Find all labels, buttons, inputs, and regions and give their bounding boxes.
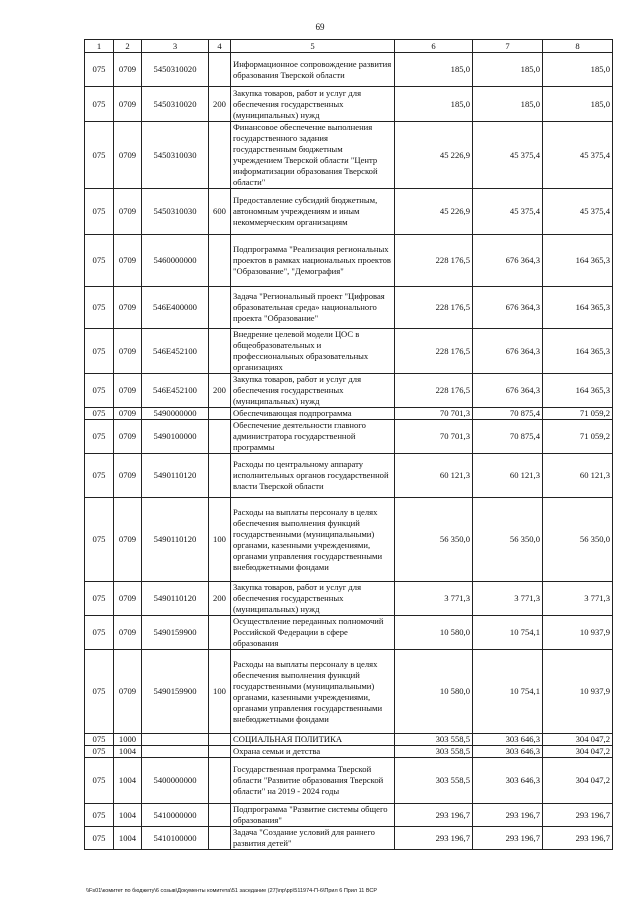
table-cell-c2: 0709 bbox=[114, 454, 142, 498]
table-cell-c1: 075 bbox=[85, 122, 114, 189]
table-cell-v8: 164 365,3 bbox=[543, 287, 613, 329]
table-cell-v8: 185,0 bbox=[543, 53, 613, 87]
table-cell-c2: 1000 bbox=[114, 734, 142, 746]
table-cell-c2: 0709 bbox=[114, 498, 142, 582]
table-cell-v8: 56 350,0 bbox=[543, 498, 613, 582]
table-cell-c3: 5450310030 bbox=[142, 189, 209, 235]
table-cell-c2: 1004 bbox=[114, 804, 142, 827]
table-cell-desc: Подпрограмма "Реализация региональных проектов в рамках национальных проектов "Образование", "Демография" bbox=[231, 235, 395, 287]
table-cell-v6: 303 558,5 bbox=[395, 734, 473, 746]
table-cell-c4: 600 bbox=[209, 189, 231, 235]
table-cell-c1: 075 bbox=[85, 616, 114, 650]
table-cell-c1: 075 bbox=[85, 758, 114, 804]
table-cell-c3: 5450310030 bbox=[142, 122, 209, 189]
table-cell-c3: 5490000000 bbox=[142, 408, 209, 420]
table-cell-c4 bbox=[209, 616, 231, 650]
table-cell-desc: СОЦИАЛЬНАЯ ПОЛИТИКА bbox=[231, 734, 395, 746]
table-cell-c2: 1004 bbox=[114, 827, 142, 850]
column-header: 2 bbox=[114, 40, 142, 53]
table-cell-v6: 293 196,7 bbox=[395, 827, 473, 850]
table-cell-v7: 45 375,4 bbox=[473, 189, 543, 235]
table-cell-v7: 70 875,4 bbox=[473, 408, 543, 420]
table-cell-v6: 228 176,5 bbox=[395, 287, 473, 329]
table-cell-desc: Обеспечение деятельности главного администратора государственной программы bbox=[231, 420, 395, 454]
table-cell-v8: 164 365,3 bbox=[543, 235, 613, 287]
page-number: 69 bbox=[315, 22, 325, 32]
table-cell-desc: Подпрограмма "Развитие системы общего образования" bbox=[231, 804, 395, 827]
table-cell-c3: 5490159900 bbox=[142, 650, 209, 734]
table-cell-c2: 0709 bbox=[114, 53, 142, 87]
table-cell-c4 bbox=[209, 734, 231, 746]
table-cell-c4 bbox=[209, 454, 231, 498]
table-cell-c1: 075 bbox=[85, 498, 114, 582]
column-header: 8 bbox=[543, 40, 613, 53]
table-cell-c1: 075 bbox=[85, 235, 114, 287]
table-cell-v6: 185,0 bbox=[395, 87, 473, 122]
table-cell-c4: 100 bbox=[209, 650, 231, 734]
table-cell-c1: 075 bbox=[85, 734, 114, 746]
table-cell-v7: 293 196,7 bbox=[473, 827, 543, 850]
table-cell-c3: 5400000000 bbox=[142, 758, 209, 804]
table-cell-c1: 075 bbox=[85, 420, 114, 454]
table-cell-v8: 304 047,2 bbox=[543, 734, 613, 746]
table-cell-v8: 3 771,3 bbox=[543, 582, 613, 616]
table-cell-v6: 70 701,3 bbox=[395, 408, 473, 420]
table-row bbox=[85, 122, 613, 189]
table-cell-v6: 10 580,0 bbox=[395, 616, 473, 650]
table-cell-v6: 70 701,3 bbox=[395, 420, 473, 454]
table-cell-v7: 676 364,3 bbox=[473, 329, 543, 374]
table-row bbox=[85, 734, 613, 746]
table-cell-v6: 228 176,5 bbox=[395, 329, 473, 374]
table-cell-v7: 676 364,3 bbox=[473, 374, 543, 408]
table-cell-v6: 293 196,7 bbox=[395, 804, 473, 827]
table-row bbox=[85, 329, 613, 374]
table-cell-v8: 304 047,2 bbox=[543, 758, 613, 804]
table-cell-v8: 304 047,2 bbox=[543, 746, 613, 758]
table-row bbox=[85, 408, 613, 420]
table-cell-desc: Задача "Создание условий для раннего развития детей" bbox=[231, 827, 395, 850]
table-cell-c2: 0709 bbox=[114, 235, 142, 287]
table-cell-c2: 0709 bbox=[114, 122, 142, 189]
table-cell-c3: 546E452100 bbox=[142, 329, 209, 374]
table-cell-c4 bbox=[209, 287, 231, 329]
table-cell-c1: 075 bbox=[85, 650, 114, 734]
table-cell-desc: Задача "Региональный проект "Цифровая образовательная среда» национального проекта "Образование" bbox=[231, 287, 395, 329]
table-cell-desc: Предоставление субсидий бюджетным, автономным учреждениям и иным некоммерческим организациям bbox=[231, 189, 395, 235]
table-cell-c2: 0709 bbox=[114, 329, 142, 374]
table-cell-desc: Обеспечивающая подпрограмма bbox=[231, 408, 395, 420]
table-cell-c2: 0709 bbox=[114, 616, 142, 650]
table-cell-v7: 303 646,3 bbox=[473, 746, 543, 758]
table-cell-desc: Закупка товаров, работ и услуг для обеспечения государственных (муниципальных) нужд bbox=[231, 374, 395, 408]
table-cell-desc: Финансовое обеспечение выполнения государственного задания государственным бюджетным учреждением Тверской области "Центр информатизации образования Тверской области" bbox=[231, 122, 395, 189]
table-cell-v7: 10 754,1 bbox=[473, 650, 543, 734]
table-cell-v8: 60 121,3 bbox=[543, 454, 613, 498]
table-cell-v6: 185,0 bbox=[395, 53, 473, 87]
table-row bbox=[85, 804, 613, 827]
table-cell-v8: 10 937,9 bbox=[543, 616, 613, 650]
column-header: 7 bbox=[473, 40, 543, 53]
table-cell-c4: 200 bbox=[209, 374, 231, 408]
column-header: 6 bbox=[395, 40, 473, 53]
table-cell-c3: 5490100000 bbox=[142, 420, 209, 454]
table-cell-c4: 100 bbox=[209, 498, 231, 582]
table-cell-c3: 5450310020 bbox=[142, 53, 209, 87]
table-row bbox=[85, 454, 613, 498]
table-cell-v7: 676 364,3 bbox=[473, 287, 543, 329]
table-cell-desc: Охрана семьи и детства bbox=[231, 746, 395, 758]
table-cell-c1: 075 bbox=[85, 582, 114, 616]
table-row bbox=[85, 616, 613, 650]
table-cell-v7: 185,0 bbox=[473, 53, 543, 87]
table-cell-v6: 303 558,5 bbox=[395, 758, 473, 804]
table-cell-c2: 1004 bbox=[114, 746, 142, 758]
table-cell-c3: 546E452100 bbox=[142, 374, 209, 408]
table-cell-v6: 60 121,3 bbox=[395, 454, 473, 498]
table-cell-v7: 70 875,4 bbox=[473, 420, 543, 454]
table-cell-v7: 45 375,4 bbox=[473, 122, 543, 189]
table-row bbox=[85, 235, 613, 287]
table-cell-c3: 5410100000 bbox=[142, 827, 209, 850]
table-cell-c3 bbox=[142, 746, 209, 758]
budget-table bbox=[84, 39, 613, 850]
table-cell-v8: 164 365,3 bbox=[543, 329, 613, 374]
table-cell-c4 bbox=[209, 329, 231, 374]
table-cell-v7: 185,0 bbox=[473, 87, 543, 122]
table-cell-v7: 3 771,3 bbox=[473, 582, 543, 616]
table-cell-c4 bbox=[209, 235, 231, 287]
table-cell-c3: 546E400000 bbox=[142, 287, 209, 329]
table-cell-c1: 075 bbox=[85, 827, 114, 850]
table-cell-c4 bbox=[209, 746, 231, 758]
table-cell-v8: 45 375,4 bbox=[543, 122, 613, 189]
table-cell-c4 bbox=[209, 758, 231, 804]
table-cell-c2: 0709 bbox=[114, 87, 142, 122]
table-cell-c4 bbox=[209, 53, 231, 87]
table-cell-c2: 1004 bbox=[114, 758, 142, 804]
table-cell-c4: 200 bbox=[209, 87, 231, 122]
table-cell-c2: 0709 bbox=[114, 287, 142, 329]
table-cell-desc: Информационное сопровождение развития образования Тверской области bbox=[231, 53, 395, 87]
table-cell-desc: Закупка товаров, работ и услуг для обеспечения государственных (муниципальных) нужд bbox=[231, 582, 395, 616]
table-cell-c2: 0709 bbox=[114, 189, 142, 235]
table-cell-c1: 075 bbox=[85, 746, 114, 758]
table-row bbox=[85, 189, 613, 235]
table-cell-desc: Расходы на выплаты персоналу в целях обеспечения выполнения функций государственными (муниципальными) органами, казенными учреждениями, органами управления государственными внебюджетными фондами bbox=[231, 650, 395, 734]
table-cell-v6: 45 226,9 bbox=[395, 122, 473, 189]
table-cell-c1: 075 bbox=[85, 804, 114, 827]
table-cell-v7: 293 196,7 bbox=[473, 804, 543, 827]
column-header: 4 bbox=[209, 40, 231, 53]
table-cell-v6: 228 176,5 bbox=[395, 374, 473, 408]
table-cell-c4 bbox=[209, 122, 231, 189]
table-cell-v6: 56 350,0 bbox=[395, 498, 473, 582]
table-cell-c3: 5490110120 bbox=[142, 498, 209, 582]
table-cell-v8: 164 365,3 bbox=[543, 374, 613, 408]
column-header: 3 bbox=[142, 40, 209, 53]
file-path-footer: \\Fs01\комитет по бюджету\6 созыв\Документы комитета\51 заседание (27)\пр\рр\511974-П-6\Прил 6 Прил 11 ВСР bbox=[86, 888, 378, 894]
table-row bbox=[85, 53, 613, 87]
table-cell-v8: 293 196,7 bbox=[543, 804, 613, 827]
header-row bbox=[85, 40, 613, 53]
table-cell-c1: 075 bbox=[85, 408, 114, 420]
table-cell-c3 bbox=[142, 734, 209, 746]
table-row bbox=[85, 420, 613, 454]
table-cell-v6: 10 580,0 bbox=[395, 650, 473, 734]
table-cell-c1: 075 bbox=[85, 454, 114, 498]
table-cell-v7: 676 364,3 bbox=[473, 235, 543, 287]
table-cell-v6: 303 558,5 bbox=[395, 746, 473, 758]
table-cell-v8: 45 375,4 bbox=[543, 189, 613, 235]
table-row bbox=[85, 87, 613, 122]
table-cell-v7: 60 121,3 bbox=[473, 454, 543, 498]
table-cell-v7: 10 754,1 bbox=[473, 616, 543, 650]
table-cell-c2: 0709 bbox=[114, 408, 142, 420]
table-cell-c3: 5450310020 bbox=[142, 87, 209, 122]
table-cell-desc: Государственная программа Тверской области "Развитие образования Тверской области" на 2019 - 2024 годы bbox=[231, 758, 395, 804]
table-cell-v8: 71 059,2 bbox=[543, 420, 613, 454]
table-cell-c2: 0709 bbox=[114, 582, 142, 616]
table-row bbox=[85, 650, 613, 734]
table-row bbox=[85, 582, 613, 616]
table-row bbox=[85, 746, 613, 758]
table-cell-desc: Внедрение целевой модели ЦОС в общеобразовательных и профессиональных образовательных организациях bbox=[231, 329, 395, 374]
table-cell-v8: 71 059,2 bbox=[543, 408, 613, 420]
table-cell-c3: 5460000000 bbox=[142, 235, 209, 287]
table-row bbox=[85, 287, 613, 329]
table-cell-v8: 293 196,7 bbox=[543, 827, 613, 850]
table-cell-c1: 075 bbox=[85, 329, 114, 374]
table-cell-v6: 3 771,3 bbox=[395, 582, 473, 616]
table-cell-c2: 0709 bbox=[114, 650, 142, 734]
table-cell-c1: 075 bbox=[85, 287, 114, 329]
table-cell-c2: 0709 bbox=[114, 420, 142, 454]
table-cell-v8: 185,0 bbox=[543, 87, 613, 122]
table-cell-c3: 5490110120 bbox=[142, 454, 209, 498]
table-cell-desc: Расходы по центральному аппарату исполнительных органов государственной власти Тверской области bbox=[231, 454, 395, 498]
table-cell-v8: 10 937,9 bbox=[543, 650, 613, 734]
table-cell-desc: Расходы на выплаты персоналу в целях обеспечения выполнения функций государственными (муниципальными) органами, казенными учреждениями, органами управления государственными внебюджетными фондами bbox=[231, 498, 395, 582]
table-cell-c4 bbox=[209, 408, 231, 420]
table-cell-c1: 075 bbox=[85, 189, 114, 235]
table-cell-desc: Закупка товаров, работ и услуг для обеспечения государственных (муниципальных) нужд bbox=[231, 87, 395, 122]
column-header: 5 bbox=[231, 40, 395, 53]
table-row bbox=[85, 374, 613, 408]
table-cell-v7: 303 646,3 bbox=[473, 758, 543, 804]
table-cell-v6: 228 176,5 bbox=[395, 235, 473, 287]
table-cell-c2: 0709 bbox=[114, 374, 142, 408]
table-cell-c1: 075 bbox=[85, 87, 114, 122]
table-row bbox=[85, 758, 613, 804]
table-cell-c4 bbox=[209, 804, 231, 827]
column-header: 1 bbox=[85, 40, 114, 53]
table-row bbox=[85, 827, 613, 850]
table-cell-v7: 56 350,0 bbox=[473, 498, 543, 582]
table-cell-c4 bbox=[209, 420, 231, 454]
table-cell-c1: 075 bbox=[85, 53, 114, 87]
table-cell-c3: 5410000000 bbox=[142, 804, 209, 827]
table-cell-c1: 075 bbox=[85, 374, 114, 408]
table-cell-v6: 45 226,9 bbox=[395, 189, 473, 235]
table-cell-c4: 200 bbox=[209, 582, 231, 616]
table-cell-c3: 5490159900 bbox=[142, 616, 209, 650]
table-row bbox=[85, 498, 613, 582]
table-cell-c3: 5490110120 bbox=[142, 582, 209, 616]
table-cell-c4 bbox=[209, 827, 231, 850]
table-cell-desc: Осуществление переданных полномочий Российской Федерации в сфере образования bbox=[231, 616, 395, 650]
table-cell-v7: 303 646,3 bbox=[473, 734, 543, 746]
